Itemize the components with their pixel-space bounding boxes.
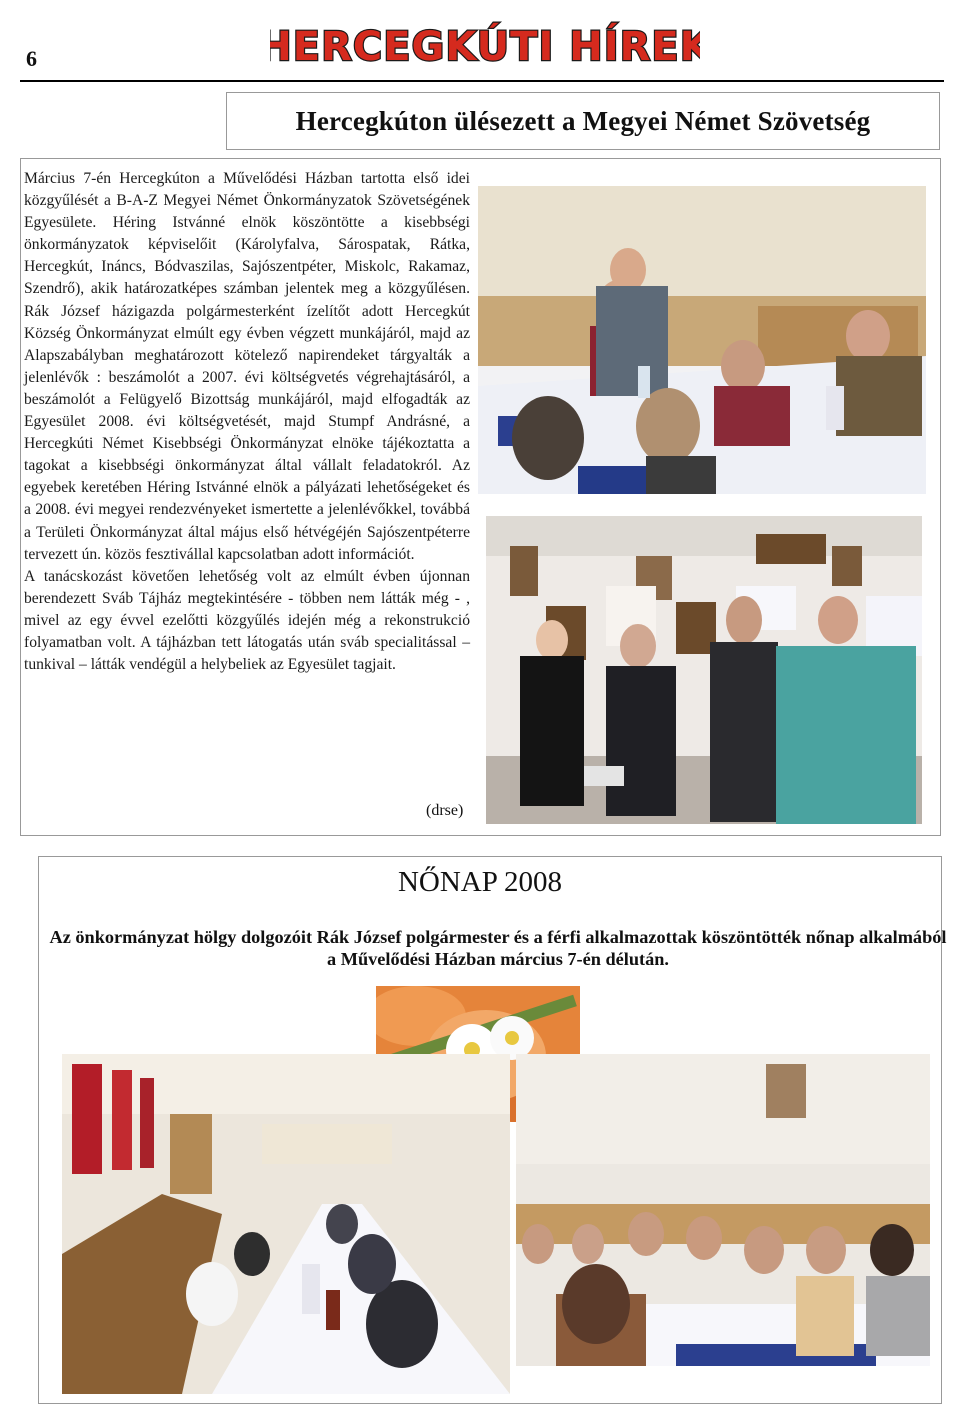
header-rule: [20, 80, 944, 82]
article-body: [24, 168, 470, 676]
meeting-photo: [478, 186, 926, 494]
article-headline: Hercegkúton ülésezett a Megyei Német Szövetség: [295, 105, 871, 136]
women-photo: [516, 1054, 930, 1366]
masthead-text: HERCEGKÚTI HÍREK: [270, 24, 700, 68]
article-paragraph: Március 7-én Hercegkúton a Művelődési Házban tartotta első idei közgyűlését a B-A-Z Megyei Német Önkormányzatok Szövetségének Egyesülete. Héring Istvánné elnök köszöntötte a kisebbségi önkormányzatok képviselőit (Károlyfalva, Sárospatak, Rátka, Hercegkút, Ináncs, Bódvaszilas, Sajószentpéter, Miskolc, Rakamaz, Szendrő), akik határozatképes számban jelentek meg a közgyűlésen. Rák József házigazda polgármesterként ízelítőt adott Hercegkút Község Önkormányzat elmúlt egy évben végzett munkájáról, majd az Alapszabályban meghatározott kötelező napirendeket tárgyalták a jelenlévők : beszámolót a 2007. évi költségvetés végrehajtásáról, a beszámolót a Felügyelő Bizottság munkájáról, majd elfogadták az Egyesület 2008. évi költségvetését, majd Stumpf Andrásné, a Hercegkúti Német Kisebbségi Önkormányzat elnöke tájékoztatta a tagokat a kisebbségi önkormányzat által vállalt feladatokról. Az egyebek keretében Héring Istvánné elnök a pályázati lehetőségeket és a 2008. évi megyei rendezvényeket ismertette a jelenlévőkkel, továbbá a Területi Önkormányzat által május első hétvégéjén Sajószentpéterre tervezett ún. közös fesztivállal kapcsolatban adott információt.: [24, 170, 470, 563]
headline-box: [226, 92, 940, 150]
page-number: 6: [26, 46, 37, 71]
nonap-subtitle: Az önkormányzat hölgy dolgozóit Rák József polgármester és a férfi alkalmazottak köszöntötték nőnap alkalmából a Művelődési Házban március 7-én délután.: [49, 927, 947, 969]
article-paragraph: A tanácskozást követően lehetőség volt az elmúlt évben újonnan berendezett Sváb Tájház megtekintésére - többen nem látták még - , mivel az egy évvel ezelőtti közgyűlés idején még a rekonstrukció folyamatban volt. A tájházban tett látogatás után sváb specialitással – tunkival – látták vendégül a helybeliek az Egyesület tagjait.: [24, 567, 470, 674]
article-signature: (drse): [426, 802, 464, 819]
masthead-logo: [270, 20, 700, 68]
tajhaz-photo: [486, 516, 922, 824]
hall-photo: [62, 1054, 510, 1394]
nonap-title: NŐNAP 2008: [397, 866, 563, 898]
